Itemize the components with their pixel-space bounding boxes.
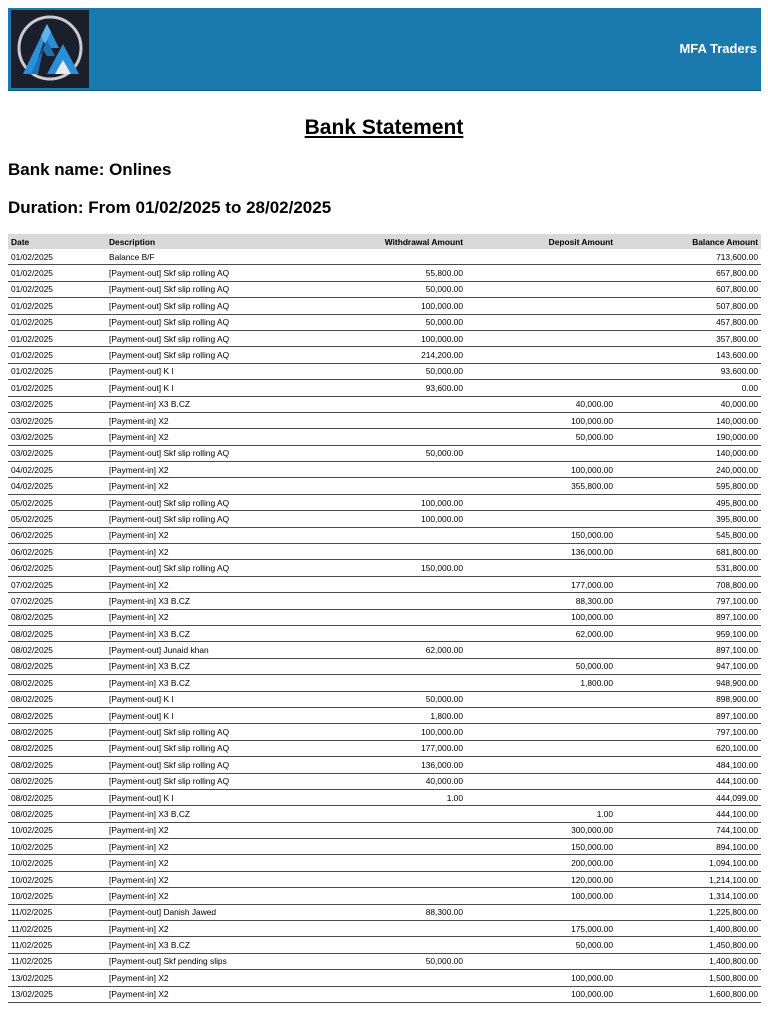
cell-date: 10/02/2025 <box>8 822 106 838</box>
cell-balance: 1,094,100.00 <box>616 855 761 871</box>
cell-deposit: 100,000.00 <box>466 609 616 625</box>
cell-deposit <box>466 363 616 379</box>
cell-balance: 947,100.00 <box>616 658 761 674</box>
cell-date: 08/02/2025 <box>8 609 106 625</box>
cell-withdrawal: 88,300.00 <box>306 904 466 920</box>
table-row <box>8 839 761 855</box>
page-title: Bank Statement <box>304 116 464 139</box>
cell-description: [Payment-in] X2 <box>106 412 306 428</box>
cell-deposit: 50,000.00 <box>466 937 616 953</box>
cell-withdrawal <box>306 871 466 887</box>
table-row <box>8 789 761 805</box>
cell-deposit <box>466 691 616 707</box>
cell-date: 03/02/2025 <box>8 445 106 461</box>
table-row <box>8 757 761 773</box>
cell-deposit <box>466 494 616 510</box>
cell-withdrawal: 1,800.00 <box>306 707 466 723</box>
cell-withdrawal <box>306 396 466 412</box>
cell-date: 08/02/2025 <box>8 707 106 723</box>
cell-balance: 897,100.00 <box>616 642 761 658</box>
cell-balance: 797,100.00 <box>616 724 761 740</box>
cell-withdrawal: 150,000.00 <box>306 560 466 576</box>
cell-deposit: 50,000.00 <box>466 429 616 445</box>
cell-balance: 507,800.00 <box>616 298 761 314</box>
cell-description: [Payment-out] K I <box>106 380 306 396</box>
table-row <box>8 921 761 937</box>
table-row <box>8 363 761 379</box>
cell-balance: 713,600.00 <box>616 249 761 265</box>
cell-balance: 143,600.00 <box>616 347 761 363</box>
cell-deposit <box>466 724 616 740</box>
cell-description: [Payment-in] X2 <box>106 839 306 855</box>
cell-description: [Payment-in] X3 B.CZ <box>106 658 306 674</box>
cell-deposit: 150,000.00 <box>466 527 616 543</box>
cell-description: [Payment-out] Skf slip rolling AQ <box>106 265 306 281</box>
table-row <box>8 642 761 658</box>
cell-date: 11/02/2025 <box>8 953 106 969</box>
cell-balance: 1,314,100.00 <box>616 888 761 904</box>
cell-balance: 1,225,800.00 <box>616 904 761 920</box>
cell-date: 08/02/2025 <box>8 642 106 658</box>
cell-description: [Payment-out] Skf slip rolling AQ <box>106 740 306 756</box>
table-row <box>8 707 761 723</box>
cell-date: 11/02/2025 <box>8 937 106 953</box>
cell-withdrawal <box>306 478 466 494</box>
table-row <box>8 462 761 478</box>
cell-date: 03/02/2025 <box>8 429 106 445</box>
cell-description: [Payment-out] Skf slip rolling AQ <box>106 347 306 363</box>
cell-description: [Payment-in] X3 B.CZ <box>106 593 306 609</box>
cell-deposit <box>466 953 616 969</box>
cell-withdrawal <box>306 839 466 855</box>
cell-deposit: 1.00 <box>466 806 616 822</box>
cell-withdrawal <box>306 855 466 871</box>
cell-description: [Payment-in] X2 <box>106 527 306 543</box>
cell-date: 08/02/2025 <box>8 675 106 691</box>
table-row <box>8 511 761 527</box>
table-row <box>8 560 761 576</box>
cell-deposit: 62,000.00 <box>466 625 616 641</box>
cell-deposit <box>466 511 616 527</box>
cell-deposit: 50,000.00 <box>466 658 616 674</box>
cell-description: [Payment-in] X2 <box>106 544 306 560</box>
cell-date: 01/02/2025 <box>8 281 106 297</box>
cell-withdrawal: 93,600.00 <box>306 380 466 396</box>
table-row <box>8 675 761 691</box>
table-row <box>8 724 761 740</box>
cell-deposit <box>466 380 616 396</box>
cell-balance: 959,100.00 <box>616 625 761 641</box>
cell-balance: 894,100.00 <box>616 839 761 855</box>
cell-date: 06/02/2025 <box>8 560 106 576</box>
cell-withdrawal <box>306 806 466 822</box>
cell-balance: 897,100.00 <box>616 609 761 625</box>
cell-description: [Payment-in] X2 <box>106 462 306 478</box>
column-header-withdrawal: Withdrawal Amount <box>306 234 466 249</box>
cell-description: Balance B/F <box>106 249 306 265</box>
cell-balance: 898,900.00 <box>616 691 761 707</box>
cell-withdrawal: 50,000.00 <box>306 445 466 461</box>
cell-balance: 495,800.00 <box>616 494 761 510</box>
cell-deposit: 200,000.00 <box>466 855 616 871</box>
cell-date: 05/02/2025 <box>8 511 106 527</box>
cell-deposit: 1,800.00 <box>466 675 616 691</box>
cell-description: [Payment-in] X2 <box>106 871 306 887</box>
cell-withdrawal <box>306 937 466 953</box>
cell-deposit <box>466 445 616 461</box>
cell-deposit <box>466 707 616 723</box>
table-row <box>8 445 761 461</box>
cell-deposit: 177,000.00 <box>466 576 616 592</box>
cell-description: [Payment-in] X2 <box>106 921 306 937</box>
table-row <box>8 625 761 641</box>
cell-date: 03/02/2025 <box>8 396 106 412</box>
cell-deposit: 100,000.00 <box>466 888 616 904</box>
cell-deposit <box>466 560 616 576</box>
table-row <box>8 527 761 543</box>
cell-description: [Payment-out] K I <box>106 691 306 707</box>
cell-withdrawal: 100,000.00 <box>306 511 466 527</box>
cell-withdrawal: 50,000.00 <box>306 953 466 969</box>
table-row <box>8 314 761 330</box>
cell-description: [Payment-out] Skf slip rolling AQ <box>106 757 306 773</box>
cell-date: 06/02/2025 <box>8 527 106 543</box>
cell-description: [Payment-out] Junaid khan <box>106 642 306 658</box>
cell-balance: 1,450,800.00 <box>616 937 761 953</box>
cell-date: 13/02/2025 <box>8 986 106 1002</box>
cell-withdrawal <box>306 576 466 592</box>
cell-balance: 1,400,800.00 <box>616 953 761 969</box>
cell-date: 01/02/2025 <box>8 265 106 281</box>
cell-balance: 744,100.00 <box>616 822 761 838</box>
cell-deposit: 136,000.00 <box>466 544 616 560</box>
cell-withdrawal <box>306 429 466 445</box>
table-row <box>8 281 761 297</box>
cell-description: [Payment-in] X2 <box>106 576 306 592</box>
cell-deposit: 88,300.00 <box>466 593 616 609</box>
cell-balance: 545,800.00 <box>616 527 761 543</box>
cell-date: 01/02/2025 <box>8 347 106 363</box>
cell-deposit: 300,000.00 <box>466 822 616 838</box>
cell-balance: 1,214,100.00 <box>616 871 761 887</box>
cell-withdrawal <box>306 544 466 560</box>
cell-date: 08/02/2025 <box>8 740 106 756</box>
table-row <box>8 593 761 609</box>
cell-date: 11/02/2025 <box>8 921 106 937</box>
table-row <box>8 347 761 363</box>
cell-description: [Payment-out] Skf slip rolling AQ <box>106 314 306 330</box>
cell-deposit <box>466 904 616 920</box>
cell-description: [Payment-out] Skf slip rolling AQ <box>106 330 306 346</box>
cell-withdrawal <box>306 609 466 625</box>
cell-balance: 1,400,800.00 <box>616 921 761 937</box>
cell-balance: 531,800.00 <box>616 560 761 576</box>
cell-description: [Payment-out] Skf slip rolling AQ <box>106 773 306 789</box>
cell-withdrawal: 50,000.00 <box>306 691 466 707</box>
cell-balance: 444,100.00 <box>616 806 761 822</box>
cell-description: [Payment-out] K I <box>106 363 306 379</box>
table-row <box>8 412 761 428</box>
table-row <box>8 806 761 822</box>
table-row <box>8 396 761 412</box>
table-row <box>8 249 761 265</box>
cell-withdrawal <box>306 593 466 609</box>
cell-date: 10/02/2025 <box>8 871 106 887</box>
cell-deposit: 40,000.00 <box>466 396 616 412</box>
cell-balance: 797,100.00 <box>616 593 761 609</box>
cell-deposit: 100,000.00 <box>466 970 616 986</box>
cell-deposit: 355,800.00 <box>466 478 616 494</box>
cell-deposit <box>466 789 616 805</box>
cell-balance: 140,000.00 <box>616 445 761 461</box>
cell-description: [Payment-out] K I <box>106 789 306 805</box>
cell-date: 01/02/2025 <box>8 380 106 396</box>
table-row <box>8 330 761 346</box>
table-row <box>8 265 761 281</box>
cell-description: [Payment-in] X2 <box>106 888 306 904</box>
cell-date: 05/02/2025 <box>8 494 106 510</box>
cell-date: 01/02/2025 <box>8 298 106 314</box>
cell-withdrawal <box>306 888 466 904</box>
cell-withdrawal <box>306 625 466 641</box>
cell-withdrawal: 1.00 <box>306 789 466 805</box>
cell-balance: 948,900.00 <box>616 675 761 691</box>
cell-description: [Payment-in] X3 B.CZ <box>106 937 306 953</box>
cell-deposit <box>466 314 616 330</box>
cell-description: [Payment-in] X2 <box>106 822 306 838</box>
cell-withdrawal: 50,000.00 <box>306 314 466 330</box>
cell-date: 07/02/2025 <box>8 576 106 592</box>
table-row <box>8 953 761 969</box>
cell-withdrawal: 214,200.00 <box>306 347 466 363</box>
column-header-balance: Balance Amount <box>616 234 761 249</box>
cell-description: [Payment-out] Skf slip rolling AQ <box>106 560 306 576</box>
cell-withdrawal: 136,000.00 <box>306 757 466 773</box>
cell-balance: 708,800.00 <box>616 576 761 592</box>
cell-date: 08/02/2025 <box>8 724 106 740</box>
cell-description: [Payment-out] K I <box>106 707 306 723</box>
cell-balance: 607,800.00 <box>616 281 761 297</box>
cell-withdrawal <box>306 921 466 937</box>
cell-balance: 140,000.00 <box>616 412 761 428</box>
cell-deposit: 150,000.00 <box>466 839 616 855</box>
table-row <box>8 740 761 756</box>
cell-deposit: 175,000.00 <box>466 921 616 937</box>
cell-date: 01/02/2025 <box>8 314 106 330</box>
cell-deposit <box>466 642 616 658</box>
cell-balance: 620,100.00 <box>616 740 761 756</box>
cell-withdrawal: 50,000.00 <box>306 363 466 379</box>
cell-deposit <box>466 330 616 346</box>
mountain-logo-icon <box>11 10 89 88</box>
cell-date: 08/02/2025 <box>8 691 106 707</box>
cell-balance: 1,500,800.00 <box>616 970 761 986</box>
cell-deposit <box>466 773 616 789</box>
table-header-row <box>8 234 761 249</box>
cell-withdrawal: 100,000.00 <box>306 298 466 314</box>
cell-withdrawal <box>306 658 466 674</box>
table-row <box>8 609 761 625</box>
column-header-date: Date <box>8 234 106 249</box>
table-row <box>8 658 761 674</box>
cell-withdrawal: 50,000.00 <box>306 281 466 297</box>
table-row <box>8 691 761 707</box>
cell-deposit: 100,000.00 <box>466 462 616 478</box>
cell-withdrawal <box>306 822 466 838</box>
cell-description: [Payment-out] Skf pending slips <box>106 953 306 969</box>
statement-table <box>8 234 761 1003</box>
cell-balance: 444,099.00 <box>616 789 761 805</box>
cell-balance: 0.00 <box>616 380 761 396</box>
cell-date: 11/02/2025 <box>8 904 106 920</box>
cell-balance: 595,800.00 <box>616 478 761 494</box>
table-row <box>8 888 761 904</box>
cell-description: [Payment-out] Skf slip rolling AQ <box>106 298 306 314</box>
table-row <box>8 544 761 560</box>
column-header-deposit: Deposit Amount <box>466 234 616 249</box>
cell-description: [Payment-in] X2 <box>106 478 306 494</box>
table-row <box>8 855 761 871</box>
cell-withdrawal: 177,000.00 <box>306 740 466 756</box>
cell-balance: 657,800.00 <box>616 265 761 281</box>
cell-date: 08/02/2025 <box>8 773 106 789</box>
cell-description: [Payment-in] X2 <box>106 970 306 986</box>
cell-date: 01/02/2025 <box>8 249 106 265</box>
table-row <box>8 773 761 789</box>
cell-date: 03/02/2025 <box>8 412 106 428</box>
cell-withdrawal <box>306 249 466 265</box>
cell-description: [Payment-in] X2 <box>106 429 306 445</box>
cell-withdrawal <box>306 986 466 1002</box>
cell-withdrawal: 100,000.00 <box>306 724 466 740</box>
cell-date: 10/02/2025 <box>8 839 106 855</box>
cell-deposit <box>466 298 616 314</box>
cell-date: 07/02/2025 <box>8 593 106 609</box>
cell-description: [Payment-in] X3 B.CZ <box>106 625 306 641</box>
cell-withdrawal: 62,000.00 <box>306 642 466 658</box>
duration: Duration: From 01/02/2025 to 28/02/2025 <box>8 198 332 217</box>
cell-balance: 444,100.00 <box>616 773 761 789</box>
cell-description: [Payment-in] X3 B.CZ <box>106 675 306 691</box>
cell-date: 08/02/2025 <box>8 806 106 822</box>
table-row <box>8 937 761 953</box>
cell-date: 08/02/2025 <box>8 625 106 641</box>
cell-withdrawal: 40,000.00 <box>306 773 466 789</box>
cell-deposit <box>466 265 616 281</box>
page-header <box>8 8 761 91</box>
cell-balance: 190,000.00 <box>616 429 761 445</box>
cell-balance: 40,000.00 <box>616 396 761 412</box>
cell-description: [Payment-in] X3 B.CZ <box>106 806 306 822</box>
table-row <box>8 576 761 592</box>
cell-balance: 395,800.00 <box>616 511 761 527</box>
cell-balance: 457,800.00 <box>616 314 761 330</box>
table-row <box>8 494 761 510</box>
cell-description: [Payment-in] X3 B.CZ <box>106 396 306 412</box>
cell-description: [Payment-out] Skf slip rolling AQ <box>106 281 306 297</box>
table-row <box>8 298 761 314</box>
bank-name: Bank name: Onlines <box>8 160 172 179</box>
table-row <box>8 822 761 838</box>
cell-date: 01/02/2025 <box>8 330 106 346</box>
cell-date: 04/02/2025 <box>8 462 106 478</box>
table-row <box>8 871 761 887</box>
cell-withdrawal <box>306 462 466 478</box>
cell-date: 08/02/2025 <box>8 658 106 674</box>
cell-description: [Payment-out] Skf slip rolling AQ <box>106 511 306 527</box>
table-row <box>8 478 761 494</box>
cell-withdrawal <box>306 527 466 543</box>
cell-balance: 93,600.00 <box>616 363 761 379</box>
column-header-description: Description <box>106 234 306 249</box>
cell-date: 08/02/2025 <box>8 757 106 773</box>
cell-description: [Payment-out] Skf slip rolling AQ <box>106 494 306 510</box>
cell-balance: 1,600,800.00 <box>616 986 761 1002</box>
cell-deposit: 100,000.00 <box>466 412 616 428</box>
cell-description: [Payment-out] Skf slip rolling AQ <box>106 445 306 461</box>
table-row <box>8 380 761 396</box>
cell-withdrawal <box>306 412 466 428</box>
cell-description: [Payment-in] X2 <box>106 855 306 871</box>
table-row <box>8 970 761 986</box>
cell-balance: 897,100.00 <box>616 707 761 723</box>
cell-date: 04/02/2025 <box>8 478 106 494</box>
cell-deposit <box>466 757 616 773</box>
cell-deposit: 100,000.00 <box>466 986 616 1002</box>
cell-withdrawal: 100,000.00 <box>306 494 466 510</box>
cell-description: [Payment-out] Danish Jawed <box>106 904 306 920</box>
cell-balance: 357,800.00 <box>616 330 761 346</box>
table-row <box>8 429 761 445</box>
cell-deposit <box>466 249 616 265</box>
cell-withdrawal: 55,800.00 <box>306 265 466 281</box>
cell-deposit <box>466 347 616 363</box>
cell-date: 06/02/2025 <box>8 544 106 560</box>
cell-date: 01/02/2025 <box>8 363 106 379</box>
cell-balance: 240,000.00 <box>616 462 761 478</box>
cell-withdrawal <box>306 675 466 691</box>
cell-deposit: 120,000.00 <box>466 871 616 887</box>
cell-date: 10/02/2025 <box>8 855 106 871</box>
company-name: MFA Traders <box>679 41 757 56</box>
table-row <box>8 986 761 1002</box>
cell-date: 10/02/2025 <box>8 888 106 904</box>
cell-description: [Payment-in] X2 <box>106 986 306 1002</box>
cell-balance: 484,100.00 <box>616 757 761 773</box>
cell-date: 13/02/2025 <box>8 970 106 986</box>
cell-description: [Payment-in] X2 <box>106 609 306 625</box>
cell-deposit <box>466 281 616 297</box>
cell-withdrawal: 100,000.00 <box>306 330 466 346</box>
cell-deposit <box>466 740 616 756</box>
cell-withdrawal <box>306 970 466 986</box>
cell-date: 08/02/2025 <box>8 789 106 805</box>
cell-description: [Payment-out] Skf slip rolling AQ <box>106 724 306 740</box>
table-row <box>8 904 761 920</box>
cell-balance: 681,800.00 <box>616 544 761 560</box>
